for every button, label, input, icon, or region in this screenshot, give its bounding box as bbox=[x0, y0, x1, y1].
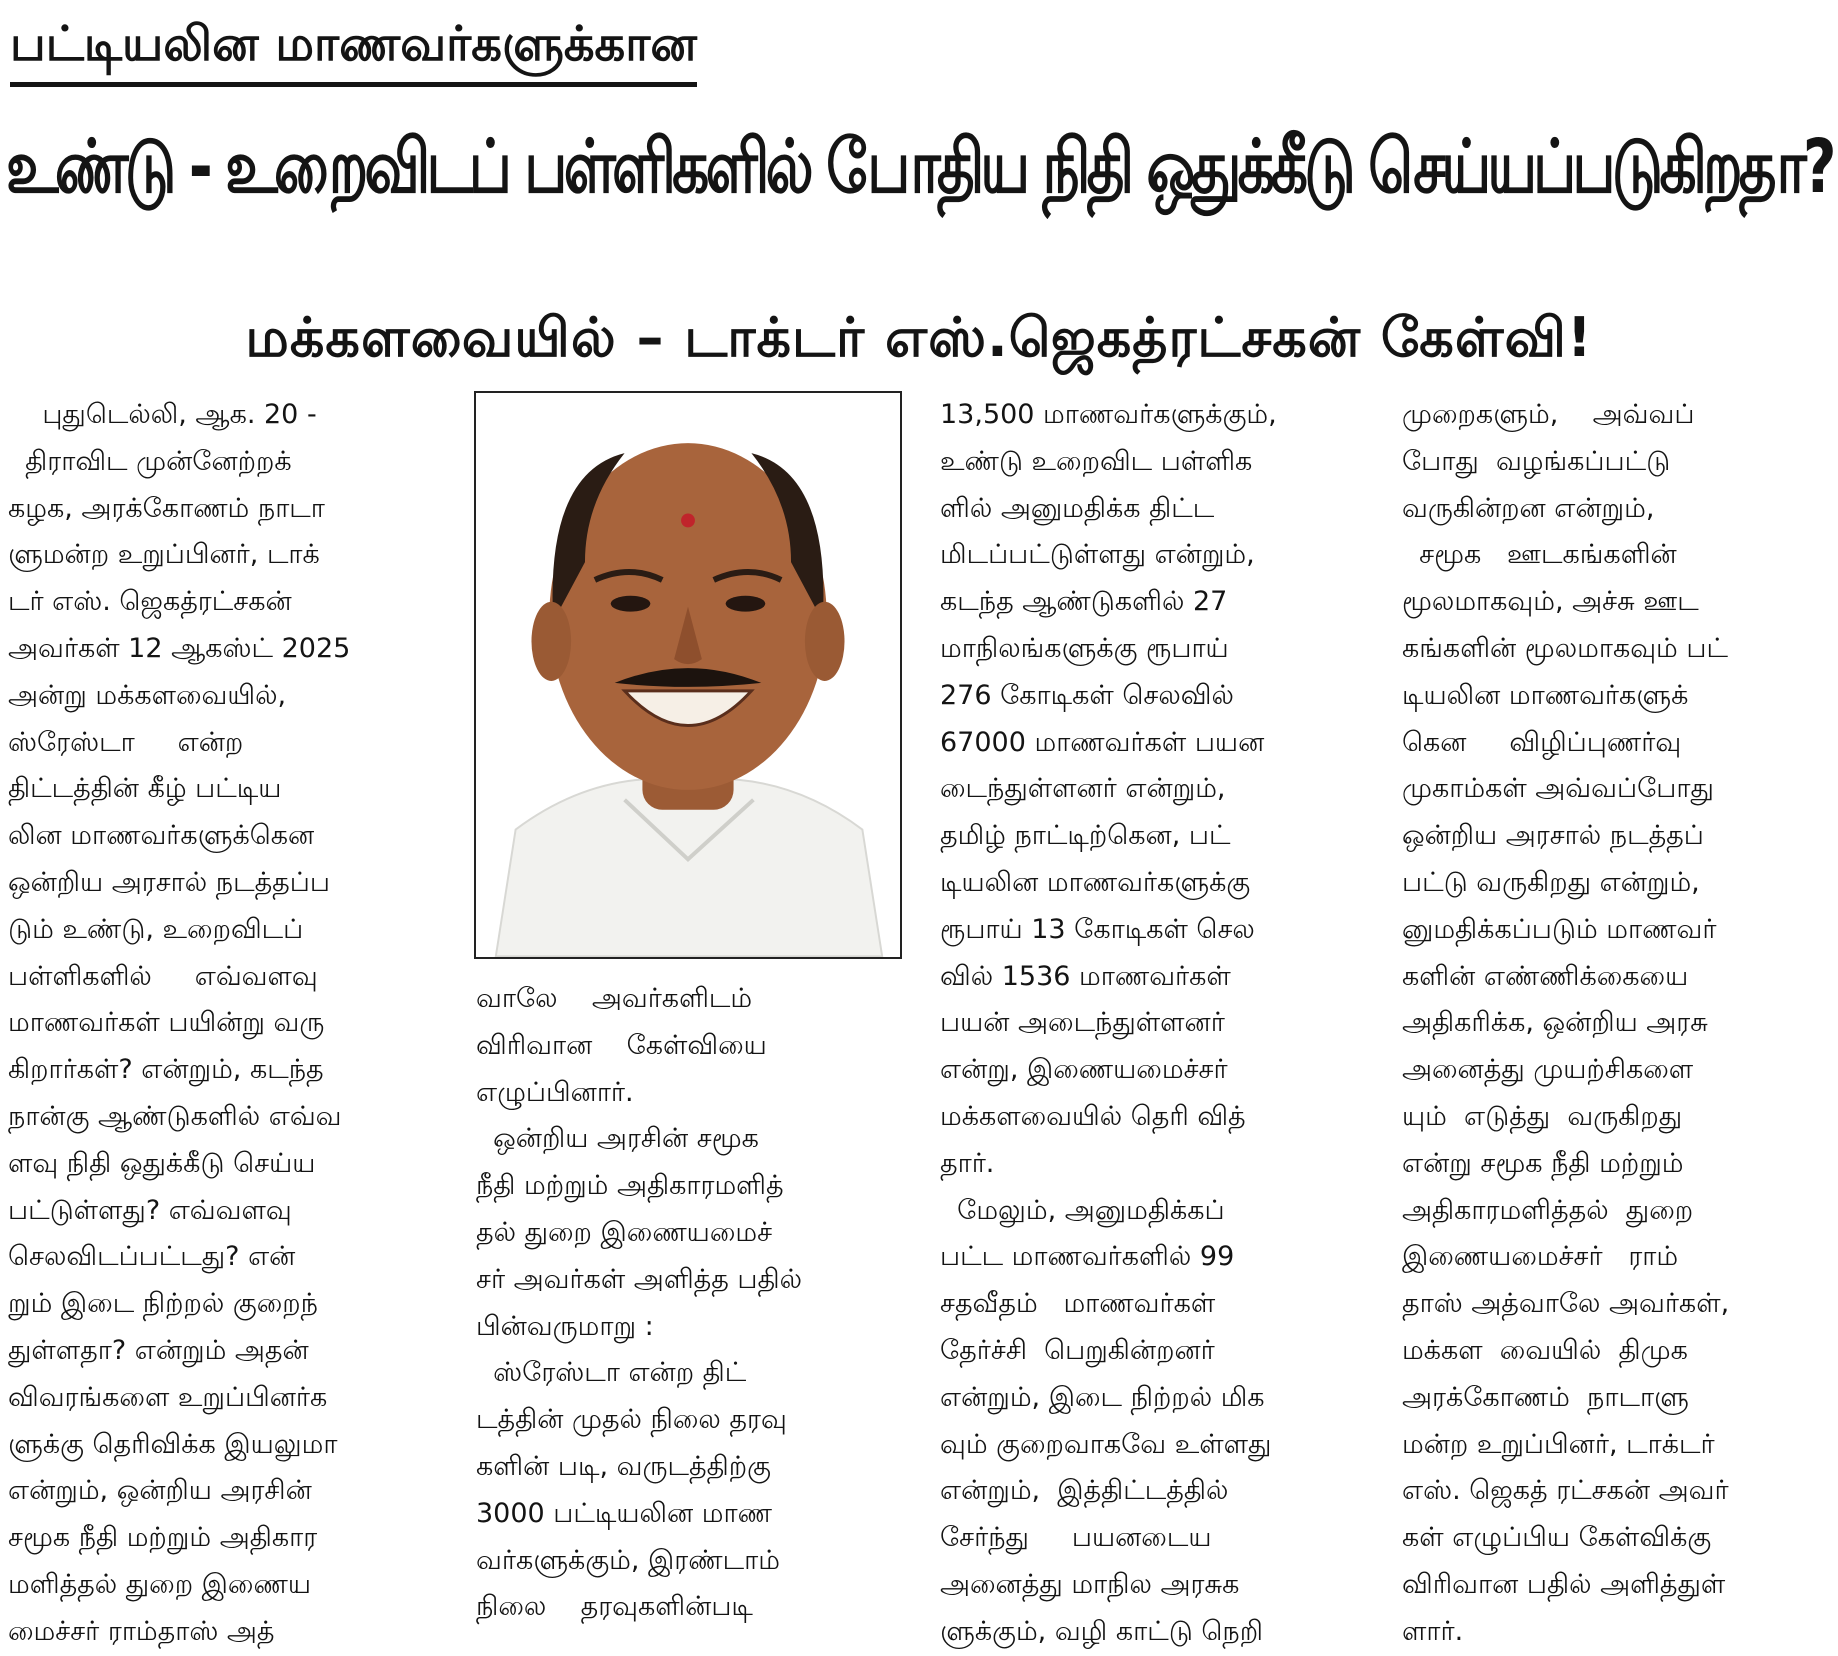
text-line: மூலமாகவும், அச்சு ஊட bbox=[1402, 586, 1699, 618]
text-line: ஸ்ரேஸ்டா என்ற bbox=[8, 726, 244, 758]
text-column-4 bbox=[1402, 392, 1834, 1656]
text-line: எஸ். ஜெகத் ரட்சகன் அவர் bbox=[1402, 1475, 1729, 1507]
text-line: துள்ளதா? என்றும் அதன் bbox=[8, 1334, 309, 1366]
text-line: உண்டு உறைவிட பள்ளிக bbox=[940, 445, 1253, 477]
text-line: நான்கு ஆண்டுகளில் எவ்வ bbox=[8, 1100, 342, 1132]
text-line: தாஸ் அத்வாலே அவர்கள், bbox=[1402, 1288, 1730, 1320]
text-line: வருகின்றன என்றும், bbox=[1402, 492, 1655, 524]
text-line: பட்டுள்ளது? எவ்வளவு bbox=[8, 1194, 292, 1226]
text-line: நிலை தரவுகளின்படி bbox=[476, 1591, 753, 1623]
text-line: பயன் அடைந்துள்ளனர் bbox=[940, 1007, 1225, 1039]
text-line: டைந்துள்ளனர் என்றும், bbox=[940, 773, 1226, 805]
text-line: 67000 மாணவர்கள் பயன bbox=[940, 726, 1265, 758]
article-kicker: பட்டியலின மாணவர்களுக்கான bbox=[10, 12, 697, 87]
text-line: றும் இடை நிற்றல் குறைந் bbox=[8, 1288, 318, 1320]
ear-right bbox=[805, 602, 845, 681]
text-line: அனைத்து முயற்சிகளை bbox=[1402, 1054, 1694, 1086]
text-line: டர் எஸ். ஜெகத்ரட்சகன் bbox=[8, 586, 292, 618]
text-line: கங்களின் மூலமாகவும் பட் bbox=[1402, 632, 1728, 664]
text-line: வும் குறைவாகவே உள்ளது bbox=[940, 1428, 1272, 1460]
text-line: விரிவான பதில் அளித்துள் bbox=[1402, 1568, 1726, 1600]
text-line: மாநிலங்களுக்கு ரூபாய் bbox=[940, 632, 1229, 664]
text-line: லின மாணவர்களுக்கென bbox=[8, 820, 315, 852]
text-line: கடந்த ஆண்டுகளில் 27 bbox=[940, 586, 1228, 618]
text-line: களின் படி, வருடத்திற்கு bbox=[476, 1450, 771, 1482]
text-line: வர்களுக்கும், இரண்டாம் bbox=[476, 1544, 780, 1576]
text-line: ளவு நிதி ஒதுக்கீடு செய்ய bbox=[8, 1147, 316, 1179]
ear-left bbox=[531, 602, 571, 681]
text-line: இணையமைச்சர் ராம் bbox=[1402, 1241, 1679, 1273]
text-line: தல் துறை இணையமைச் bbox=[476, 1216, 773, 1248]
text-line: 13,500 மாணவர்களுக்கும், bbox=[940, 399, 1277, 430]
eye-right bbox=[726, 596, 766, 612]
text-line: திட்டத்தின் கீழ் பட்டிய bbox=[8, 773, 282, 805]
text-line: திராவிட முன்னேற்றக் bbox=[8, 445, 292, 477]
text-line: மன்ற உறுப்பினர், டாக்டர் bbox=[1402, 1428, 1715, 1460]
text-line: செலவிடப்பட்டது? என் bbox=[8, 1241, 296, 1273]
text-line: அதிகாரமளித்தல் துறை bbox=[1402, 1194, 1694, 1226]
text-line: அரக்கோணம் நாடாளு bbox=[1402, 1381, 1689, 1413]
text-line: சர் அவர்கள் அளித்த பதில் bbox=[476, 1263, 803, 1295]
text-line: முகாம்கள் அவ்வப்போது bbox=[1402, 773, 1714, 805]
article-headline: உண்டு - உறைவிடப் பள்ளிகளில் போதிய நிதி ஒதுக்கீடு செய்யப்படுகிறதா? bbox=[6, 124, 1833, 210]
text-line: என்று சமூக நீதி மற்றும் bbox=[1402, 1147, 1684, 1179]
text-line: சதவீதம் மாணவர்கள் bbox=[940, 1288, 1216, 1320]
text-line: ளார். bbox=[1402, 1615, 1464, 1647]
text-line: மக்களவையில் தெரி வித் bbox=[940, 1100, 1246, 1132]
text-line: விவரங்களை உறுப்பினர்க bbox=[8, 1381, 328, 1413]
text-line: சமூக ஊடகங்களின் bbox=[1402, 539, 1677, 571]
text-line: அன்று மக்களவையில், bbox=[8, 679, 287, 711]
text-line: பட்டு வருகிறது என்றும், bbox=[1402, 866, 1700, 898]
portrait-illustration bbox=[476, 393, 900, 957]
text-line: ளுக்கும், வழி காட்டு நெறி bbox=[940, 1615, 1263, 1647]
text-line: கென விழிப்புணர்வு bbox=[1402, 726, 1682, 758]
text-column-3 bbox=[940, 392, 1380, 1656]
text-line: போது வழங்கப்பட்டு bbox=[1402, 445, 1671, 477]
text-line: முறைகளும், அவ்வப் bbox=[1402, 399, 1695, 430]
text-line: மைச்சர் ராம்தாஸ் அத் bbox=[8, 1615, 275, 1647]
text-line: என்று, இணையமைச்சர் bbox=[940, 1054, 1228, 1086]
text-line: பட்ட மாணவர்களில் 99 bbox=[940, 1241, 1235, 1273]
text-line: கழக, அரக்கோணம் நாடா bbox=[8, 492, 325, 524]
text-line: 276 கோடிகள் செலவில் bbox=[940, 679, 1234, 711]
text-line: அவர்கள் 12 ஆகஸ்ட் 2025 bbox=[8, 632, 351, 664]
text-line: தார். bbox=[940, 1147, 995, 1179]
text-line: சேர்ந்து பயனடைய bbox=[940, 1522, 1212, 1554]
text-line: மிடப்பட்டுள்ளது என்றும், bbox=[940, 539, 1255, 571]
text-line: 3000 பட்டியலின மாண bbox=[476, 1497, 772, 1529]
text-line: என்றும், ஒன்றிய அரசின் bbox=[8, 1475, 312, 1507]
text-line: விரிவான கேள்வியை bbox=[476, 1029, 767, 1061]
text-line: நீதி மற்றும் அதிகாரமளித் bbox=[476, 1170, 784, 1202]
text-line: கிறார்கள்? என்றும், கடந்த bbox=[8, 1054, 324, 1086]
text-line: தமிழ் நாட்டிற்கென, பட் bbox=[940, 820, 1231, 852]
text-line: கள் எழுப்பிய கேள்விக்கு bbox=[1402, 1522, 1712, 1554]
text-line: அதிகரிக்க, ஒன்றிய அரசு bbox=[1402, 1007, 1708, 1039]
text-line: புதுடெல்லி, ஆக. 20 - bbox=[8, 399, 317, 430]
text-line: வில் 1536 மாணவர்கள் bbox=[940, 960, 1231, 992]
text-line: ஒன்றிய அரசால் நடத்தப்ப bbox=[8, 866, 330, 898]
text-line: ளில் அனுமதிக்க திட்ட bbox=[940, 492, 1215, 524]
text-line: என்றும், இத்திட்டத்தில் bbox=[940, 1475, 1229, 1507]
article-subhead: மக்களவையில் – டாக்டர் எஸ்.ஜெகத்ரட்சகன் கேள்வி! bbox=[245, 306, 1593, 369]
text-line: சமூக நீதி மற்றும் அதிகார bbox=[8, 1522, 318, 1554]
text-line: எழுப்பினார். bbox=[476, 1076, 634, 1108]
text-line: ரூபாய் 13 கோடிகள் செல bbox=[940, 913, 1255, 945]
text-line: களின் எண்ணிக்கையை bbox=[1402, 960, 1689, 992]
text-line: ஒன்றிய அரசால் நடத்தப் bbox=[1402, 820, 1704, 852]
text-line: மளித்தல் துறை இணைய bbox=[8, 1568, 311, 1600]
text-line: டும் உண்டு, உறைவிடப் bbox=[8, 913, 304, 945]
text-line: னுமதிக்கப்படும் மாணவர் bbox=[1402, 913, 1717, 945]
text-line: என்றும், இடை நிற்றல் மிக bbox=[940, 1381, 1265, 1413]
portrait-photo bbox=[474, 391, 902, 959]
forehead-mark bbox=[681, 514, 695, 528]
text-line: பின்வருமாறு : bbox=[476, 1310, 654, 1342]
text-line: மேலும், அனுமதிக்கப் bbox=[940, 1194, 1225, 1226]
text-column-1 bbox=[8, 392, 444, 1656]
eye-left bbox=[611, 596, 651, 612]
text-line: மக்கள வையில் திமுக bbox=[1402, 1334, 1688, 1366]
text-line: அனைத்து மாநில அரசுக bbox=[940, 1568, 1240, 1600]
text-line: தேர்ச்சி பெறுகின்றனர் bbox=[940, 1334, 1215, 1366]
text-line: ளுமன்ற உறுப்பினர், டாக் bbox=[8, 539, 320, 571]
text-line: ளுக்கு தெரிவிக்க இயலுமா bbox=[8, 1428, 338, 1460]
text-line: டியலின மாணவர்களுக்கு bbox=[940, 866, 1251, 898]
text-line: வாலே அவர்களிடம் bbox=[476, 983, 753, 1014]
text-line: யும் எடுத்து வருகிறது bbox=[1402, 1100, 1683, 1132]
text-line: பள்ளிகளில் எவ்வளவு bbox=[8, 960, 318, 992]
text-line: டியலின மாணவர்களுக் bbox=[1402, 679, 1689, 711]
text-line: டத்தின் முதல் நிலை தரவு bbox=[476, 1404, 787, 1436]
text-line: மாணவர்கள் பயின்று வரு bbox=[8, 1007, 325, 1039]
text-line: ஒன்றிய அரசின் சமூக bbox=[476, 1123, 759, 1155]
text-line: ஸ்ரேஸ்டா என்ற திட் bbox=[476, 1357, 747, 1389]
text-column-2 bbox=[476, 976, 908, 1631]
